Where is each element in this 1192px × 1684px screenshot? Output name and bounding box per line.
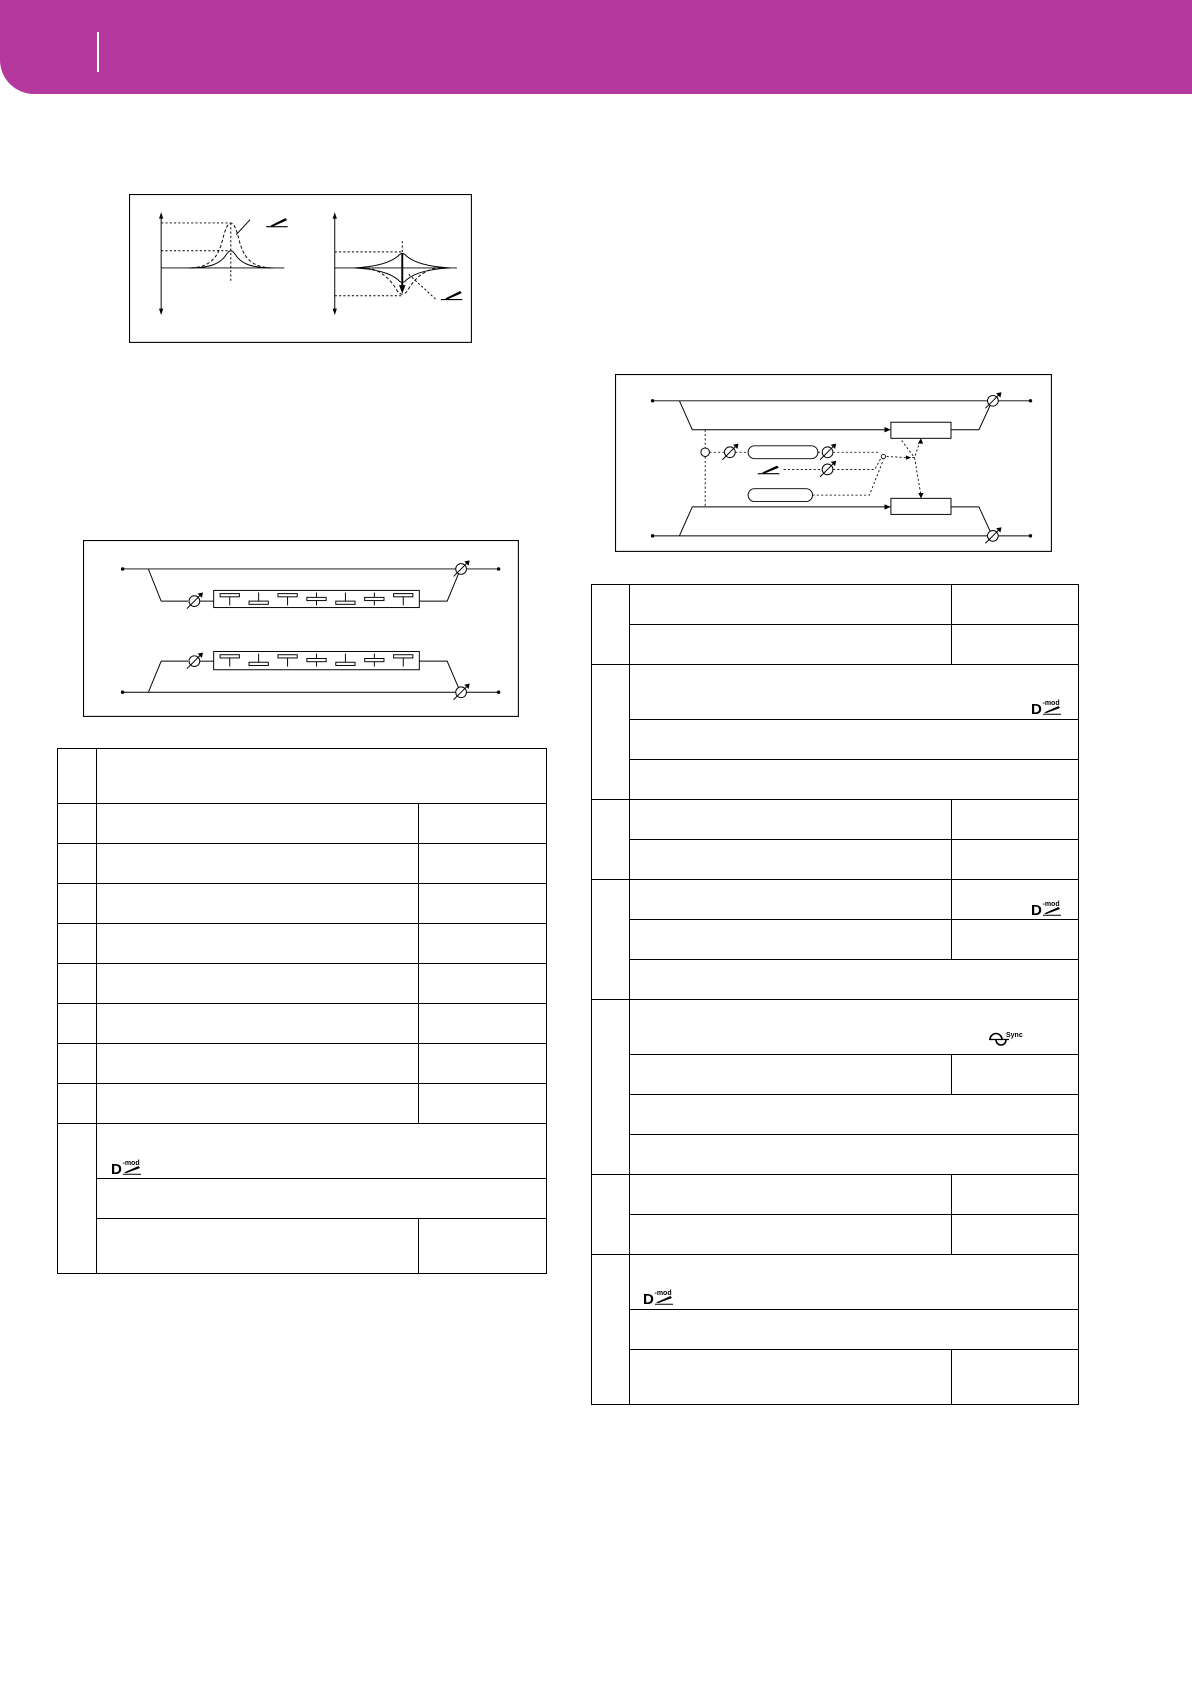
row-number-cell — [58, 1004, 97, 1044]
row-number-cell — [58, 964, 97, 1004]
parameter-cell — [630, 1350, 952, 1405]
eq-response-graph — [129, 194, 473, 344]
slope-glyph — [656, 1296, 672, 1303]
table-row — [58, 1179, 547, 1219]
table-row — [58, 844, 547, 884]
parameter-cell — [630, 800, 952, 840]
slope-glyph — [1044, 907, 1060, 914]
parameter-cell — [630, 880, 952, 920]
parameter-cell — [97, 1179, 547, 1219]
value-cell — [419, 844, 547, 884]
output-node — [1029, 534, 1032, 537]
parameter-table-left — [57, 748, 547, 1274]
parameter-cell — [97, 1084, 419, 1124]
table-row — [58, 749, 547, 804]
d-mod-icon — [643, 1289, 683, 1305]
graph-frame — [130, 195, 472, 343]
tempo-sync-icon — [988, 1031, 1028, 1047]
row-number-cell — [58, 924, 97, 964]
value-cell — [952, 1350, 1079, 1405]
row-number-cell — [592, 665, 630, 800]
value-cell — [419, 1004, 547, 1044]
row-number-cell — [58, 749, 97, 804]
table-row — [58, 924, 547, 964]
value-cell — [952, 1055, 1079, 1095]
effect-block-lower — [891, 498, 951, 514]
row-number-cell — [592, 800, 630, 880]
table-row — [592, 1055, 1079, 1095]
parameter-cell — [630, 1215, 952, 1255]
modulation-block-diagram — [615, 374, 1053, 553]
table-row — [58, 964, 547, 1004]
d-mod-icon — [111, 1159, 151, 1175]
mix-node — [701, 448, 710, 457]
parameter-cell — [97, 1044, 419, 1084]
table-row — [592, 840, 1079, 880]
row-number-cell — [592, 1175, 630, 1255]
table-row — [592, 920, 1079, 960]
output-node — [497, 691, 500, 694]
page-header-band — [0, 0, 1192, 94]
value-cell — [952, 1175, 1079, 1215]
input-node — [651, 399, 654, 402]
table-row — [592, 720, 1079, 760]
parameter-cell — [97, 1004, 419, 1044]
row-number-cell — [58, 804, 97, 844]
parameter-cell — [630, 920, 952, 960]
sync-upper-arc — [990, 1034, 1002, 1040]
table-row — [58, 804, 547, 844]
d-mod-label: -mod — [122, 1160, 140, 1167]
sum-node — [881, 454, 885, 458]
d-mod-icon — [1031, 900, 1071, 916]
table-row — [592, 1135, 1079, 1175]
table-row — [58, 1044, 547, 1084]
d-mod-letter: D — [1031, 701, 1042, 715]
value-cell — [419, 924, 547, 964]
parameter-cell — [97, 964, 419, 1004]
value-cell — [419, 804, 547, 844]
parameter-cell — [630, 1055, 952, 1095]
parameter-cell — [97, 844, 419, 884]
row-number-cell — [592, 1255, 630, 1405]
d-mod-label: -mod — [654, 1290, 672, 1297]
value-cell — [419, 1219, 547, 1274]
table-row — [58, 1084, 547, 1124]
description-cell — [97, 749, 547, 804]
eq-block-diagram — [83, 540, 520, 718]
parameter-cell — [630, 665, 1079, 720]
table-row — [592, 625, 1079, 665]
parameter-cell — [630, 840, 952, 880]
header-divider — [97, 32, 99, 72]
row-number-cell — [58, 1124, 97, 1274]
table-row — [58, 1124, 547, 1179]
parameter-cell — [97, 884, 419, 924]
table-row — [592, 1000, 1079, 1055]
parameter-cell — [97, 1124, 547, 1179]
row-number-cell — [592, 880, 630, 1000]
eq-band-box-upper — [214, 590, 420, 607]
parameter-cell — [630, 1310, 1079, 1350]
value-cell — [419, 964, 547, 1004]
table-row — [58, 884, 547, 924]
row-number-cell — [58, 1084, 97, 1124]
lfo-block — [748, 489, 812, 502]
table-row — [592, 1310, 1079, 1350]
input-node — [121, 567, 124, 570]
value-cell — [419, 1084, 547, 1124]
envelope-block — [748, 446, 818, 459]
parameter-cell — [630, 1000, 1079, 1055]
sync-lower-arc — [996, 1040, 1006, 1045]
row-number-cell — [58, 844, 97, 884]
table-row — [592, 585, 1079, 625]
value-cell — [952, 625, 1079, 665]
table-row — [592, 665, 1079, 720]
output-node — [497, 567, 500, 570]
d-mod-letter: D — [643, 1291, 654, 1305]
table-row — [592, 1255, 1079, 1310]
value-cell — [952, 800, 1079, 840]
parameter-cell — [630, 1175, 952, 1215]
slope-glyph — [124, 1166, 140, 1173]
value-cell — [419, 1044, 547, 1084]
d-mod-letter: D — [111, 1161, 122, 1175]
row-number-cell — [592, 1000, 630, 1175]
parameter-cell — [630, 1095, 1079, 1135]
table-row — [592, 760, 1079, 800]
row-number-cell — [58, 1044, 97, 1084]
table-row — [58, 1219, 547, 1274]
parameter-cell — [630, 625, 952, 665]
d-mod-label: -mod — [1042, 901, 1060, 908]
parameter-table-right — [591, 584, 1079, 1405]
value-cell — [952, 1215, 1079, 1255]
table-row — [58, 1004, 547, 1044]
value-cell — [952, 585, 1079, 625]
parameter-cell — [630, 720, 1079, 760]
d-mod-letter: D — [1031, 902, 1042, 916]
parameter-cell — [630, 1255, 1079, 1310]
parameter-cell — [97, 1219, 419, 1274]
row-number-cell — [58, 884, 97, 924]
input-node — [121, 691, 124, 694]
value-cell — [952, 920, 1079, 960]
table-row — [592, 1095, 1079, 1135]
table-row — [592, 1215, 1079, 1255]
value-cell — [419, 884, 547, 924]
table-row — [592, 1175, 1079, 1215]
slope-glyph — [1044, 706, 1060, 713]
parameter-cell — [630, 760, 1079, 800]
parameter-cell — [97, 804, 419, 844]
sync-label: Sync — [1006, 1032, 1023, 1039]
parameter-cell — [630, 1135, 1079, 1175]
parameter-cell — [97, 924, 419, 964]
input-node — [651, 534, 654, 537]
output-node — [1029, 399, 1032, 402]
parameter-cell — [630, 960, 1079, 1000]
d-mod-icon — [1031, 699, 1071, 715]
parameter-cell — [630, 585, 952, 625]
d-mod-label: -mod — [1042, 700, 1060, 707]
value-cell — [952, 880, 1079, 920]
row-number-cell — [592, 585, 630, 665]
eq-band-box-lower — [214, 652, 420, 670]
table-row — [592, 880, 1079, 920]
table-row — [592, 1350, 1079, 1405]
effect-block-upper — [891, 422, 951, 438]
value-cell — [952, 840, 1079, 880]
table-row — [592, 960, 1079, 1000]
table-row — [592, 800, 1079, 840]
